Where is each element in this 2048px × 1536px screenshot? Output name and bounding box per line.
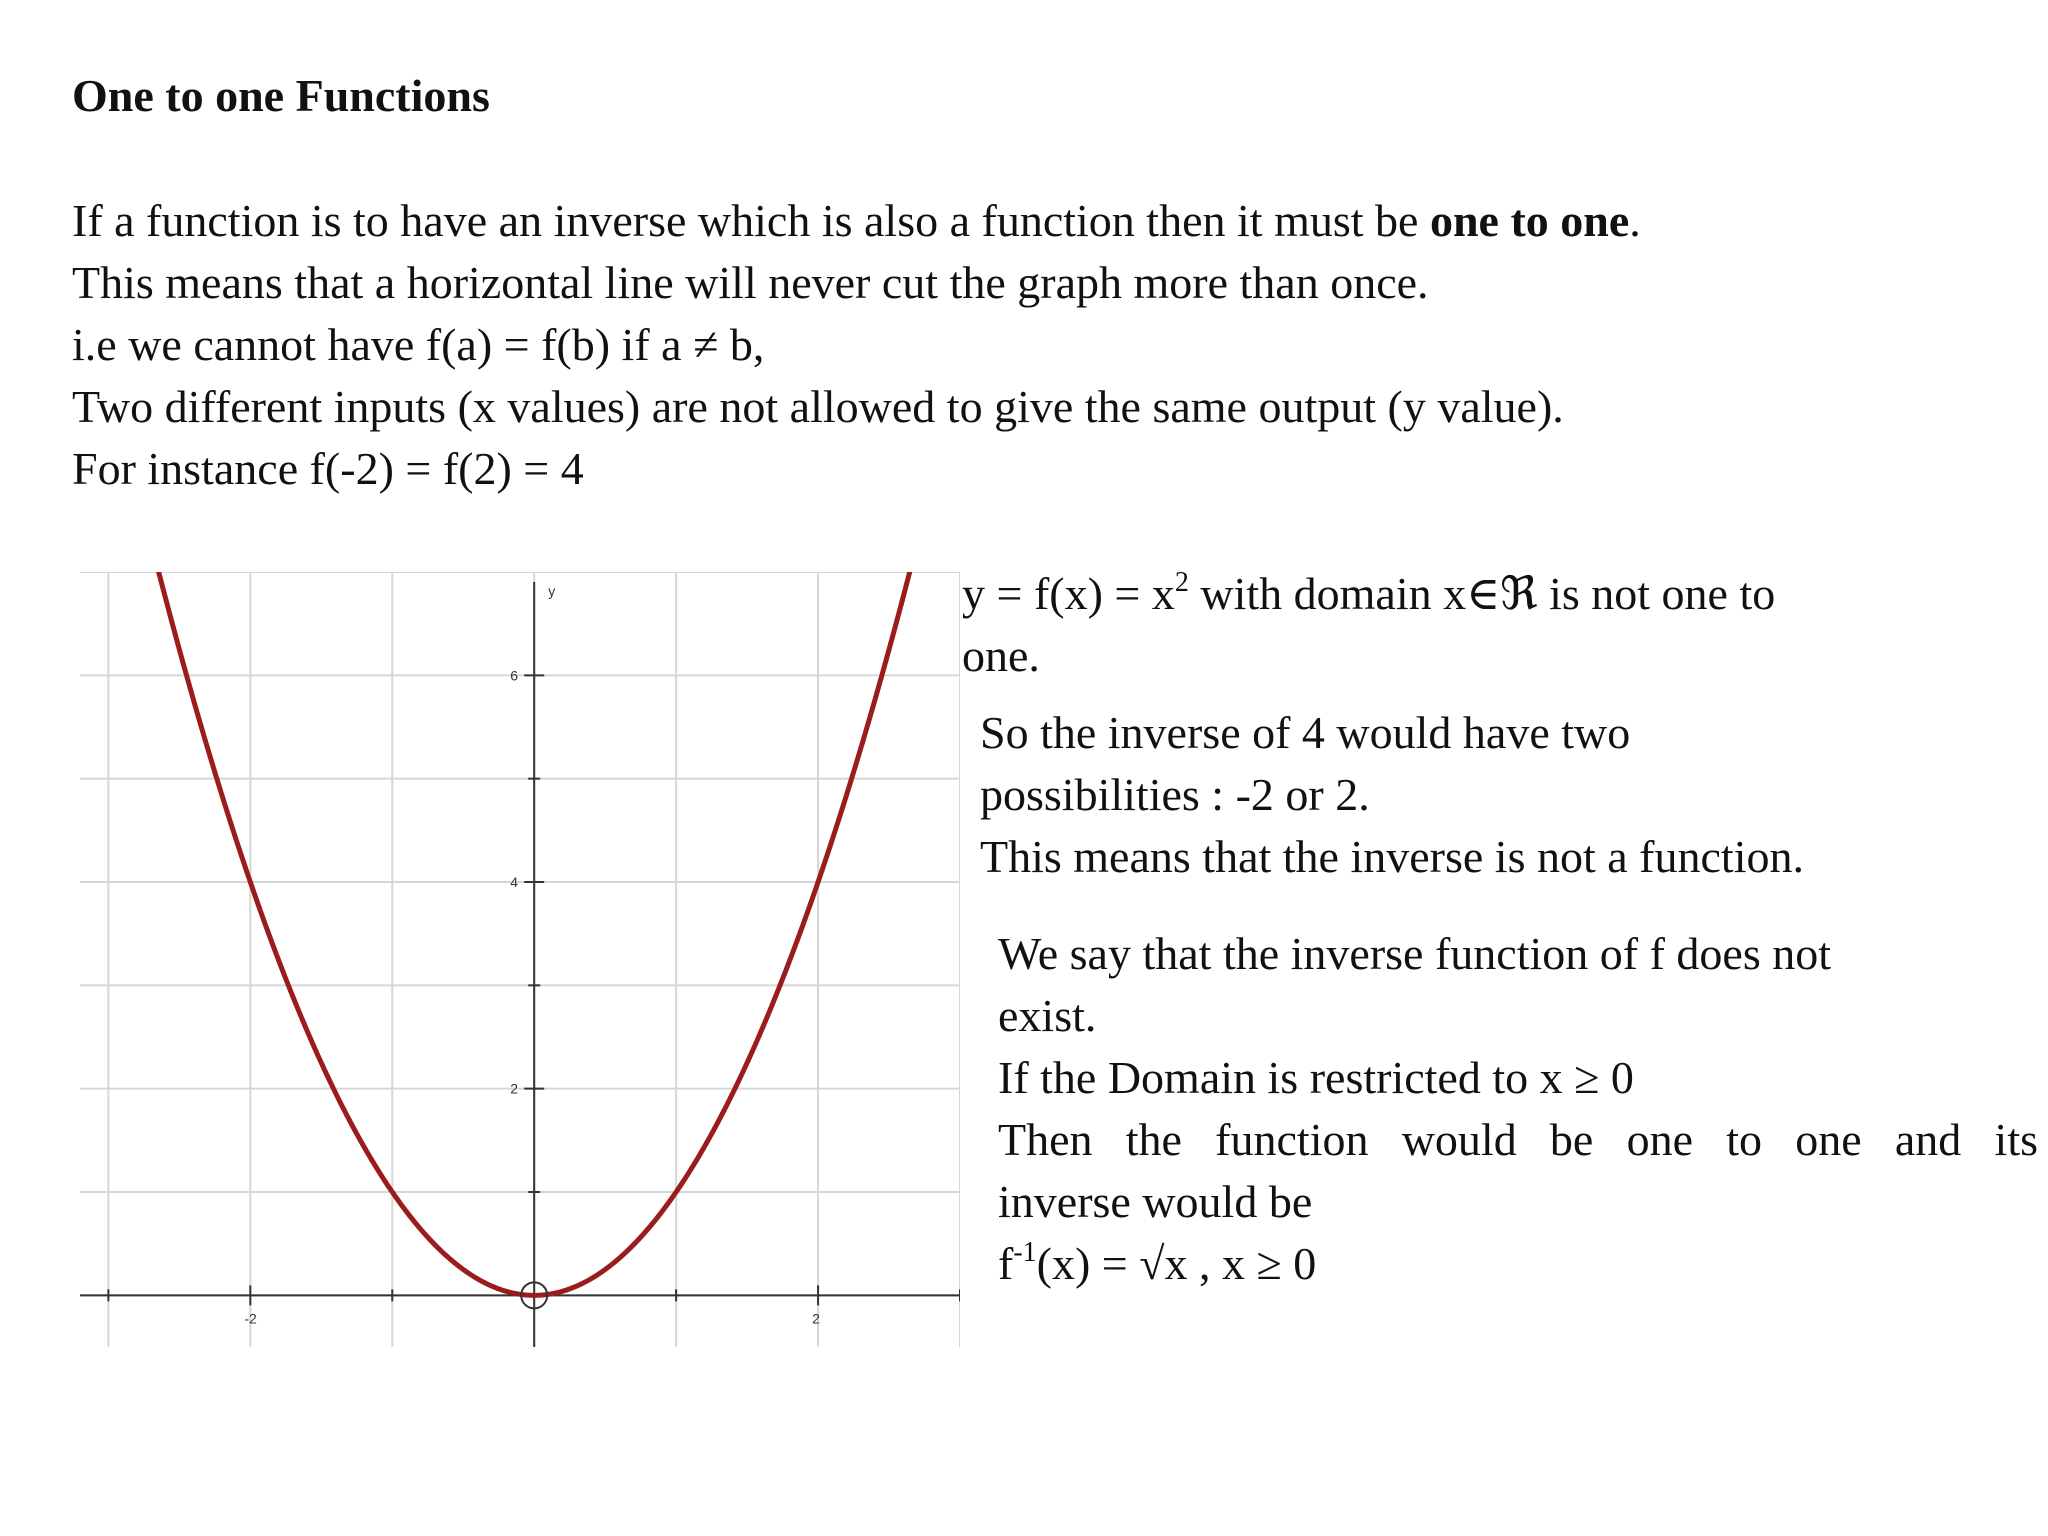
domain-line-1: $y = f(x) = x^2$ with domain x∈ℜ is not one to [962, 567, 1776, 619]
restricted-line-3: If the Domain is restricted to x ≥ 0 [998, 1052, 1634, 1103]
restricted-line-1: We say that the inverse function of f does not [998, 928, 1832, 979]
intro-line-4: Two different inputs (x values) are not allowed to give the same output (y value). [72, 381, 1564, 432]
possibilities-line-1: So the inverse of 4 would have two [980, 707, 1631, 758]
x-tick-label: 2 [812, 1310, 820, 1327]
one-to-one-bold: one to one [1429, 195, 1630, 246]
inverse-possibilities [980, 702, 1804, 888]
x-tick-label: -2 [244, 1310, 257, 1327]
parabola-graph [80, 572, 960, 1347]
domain-line-2: one. [962, 630, 1040, 681]
intro-line-3: i.e we cannot have f(a) = f(b) if a ≠ b, [72, 319, 765, 370]
possibilities-line-2: possibilities : -2 or 2. [980, 769, 1370, 820]
y-tick-label: 4 [510, 874, 518, 890]
inverse-formula: $f^{-1}(x) = √x$ , x ≥ 0 [998, 1237, 1317, 1289]
y-tick-label: 6 [510, 667, 518, 684]
restricted-line-2: exist. [998, 990, 1097, 1041]
restricted-domain-paragraph [998, 923, 2038, 1295]
graph-grid [80, 572, 960, 1347]
possibilities-line-3: This means that the inverse is not a function. [980, 831, 1804, 882]
graph-axes [80, 582, 960, 1347]
restricted-line-5: inverse would be [998, 1176, 1313, 1227]
y-tick-label: 2 [510, 1080, 518, 1097]
intro-line-1: If a function is to have an inverse which is also a function then it must be one to one. [72, 195, 1641, 246]
page-title: One to one Functions [72, 70, 490, 121]
intro-line-2: This means that a horizontal line will never cut the graph more than once. [72, 257, 1429, 308]
domain-statement [962, 563, 1922, 687]
restricted-line-4: Then the function would be one to one and its [998, 1114, 2038, 1165]
intro-paragraph [72, 190, 1641, 500]
intro-line-5: For instance f(-2) = f(2) = 4 [72, 443, 584, 494]
y-axis-label: y [548, 583, 556, 599]
